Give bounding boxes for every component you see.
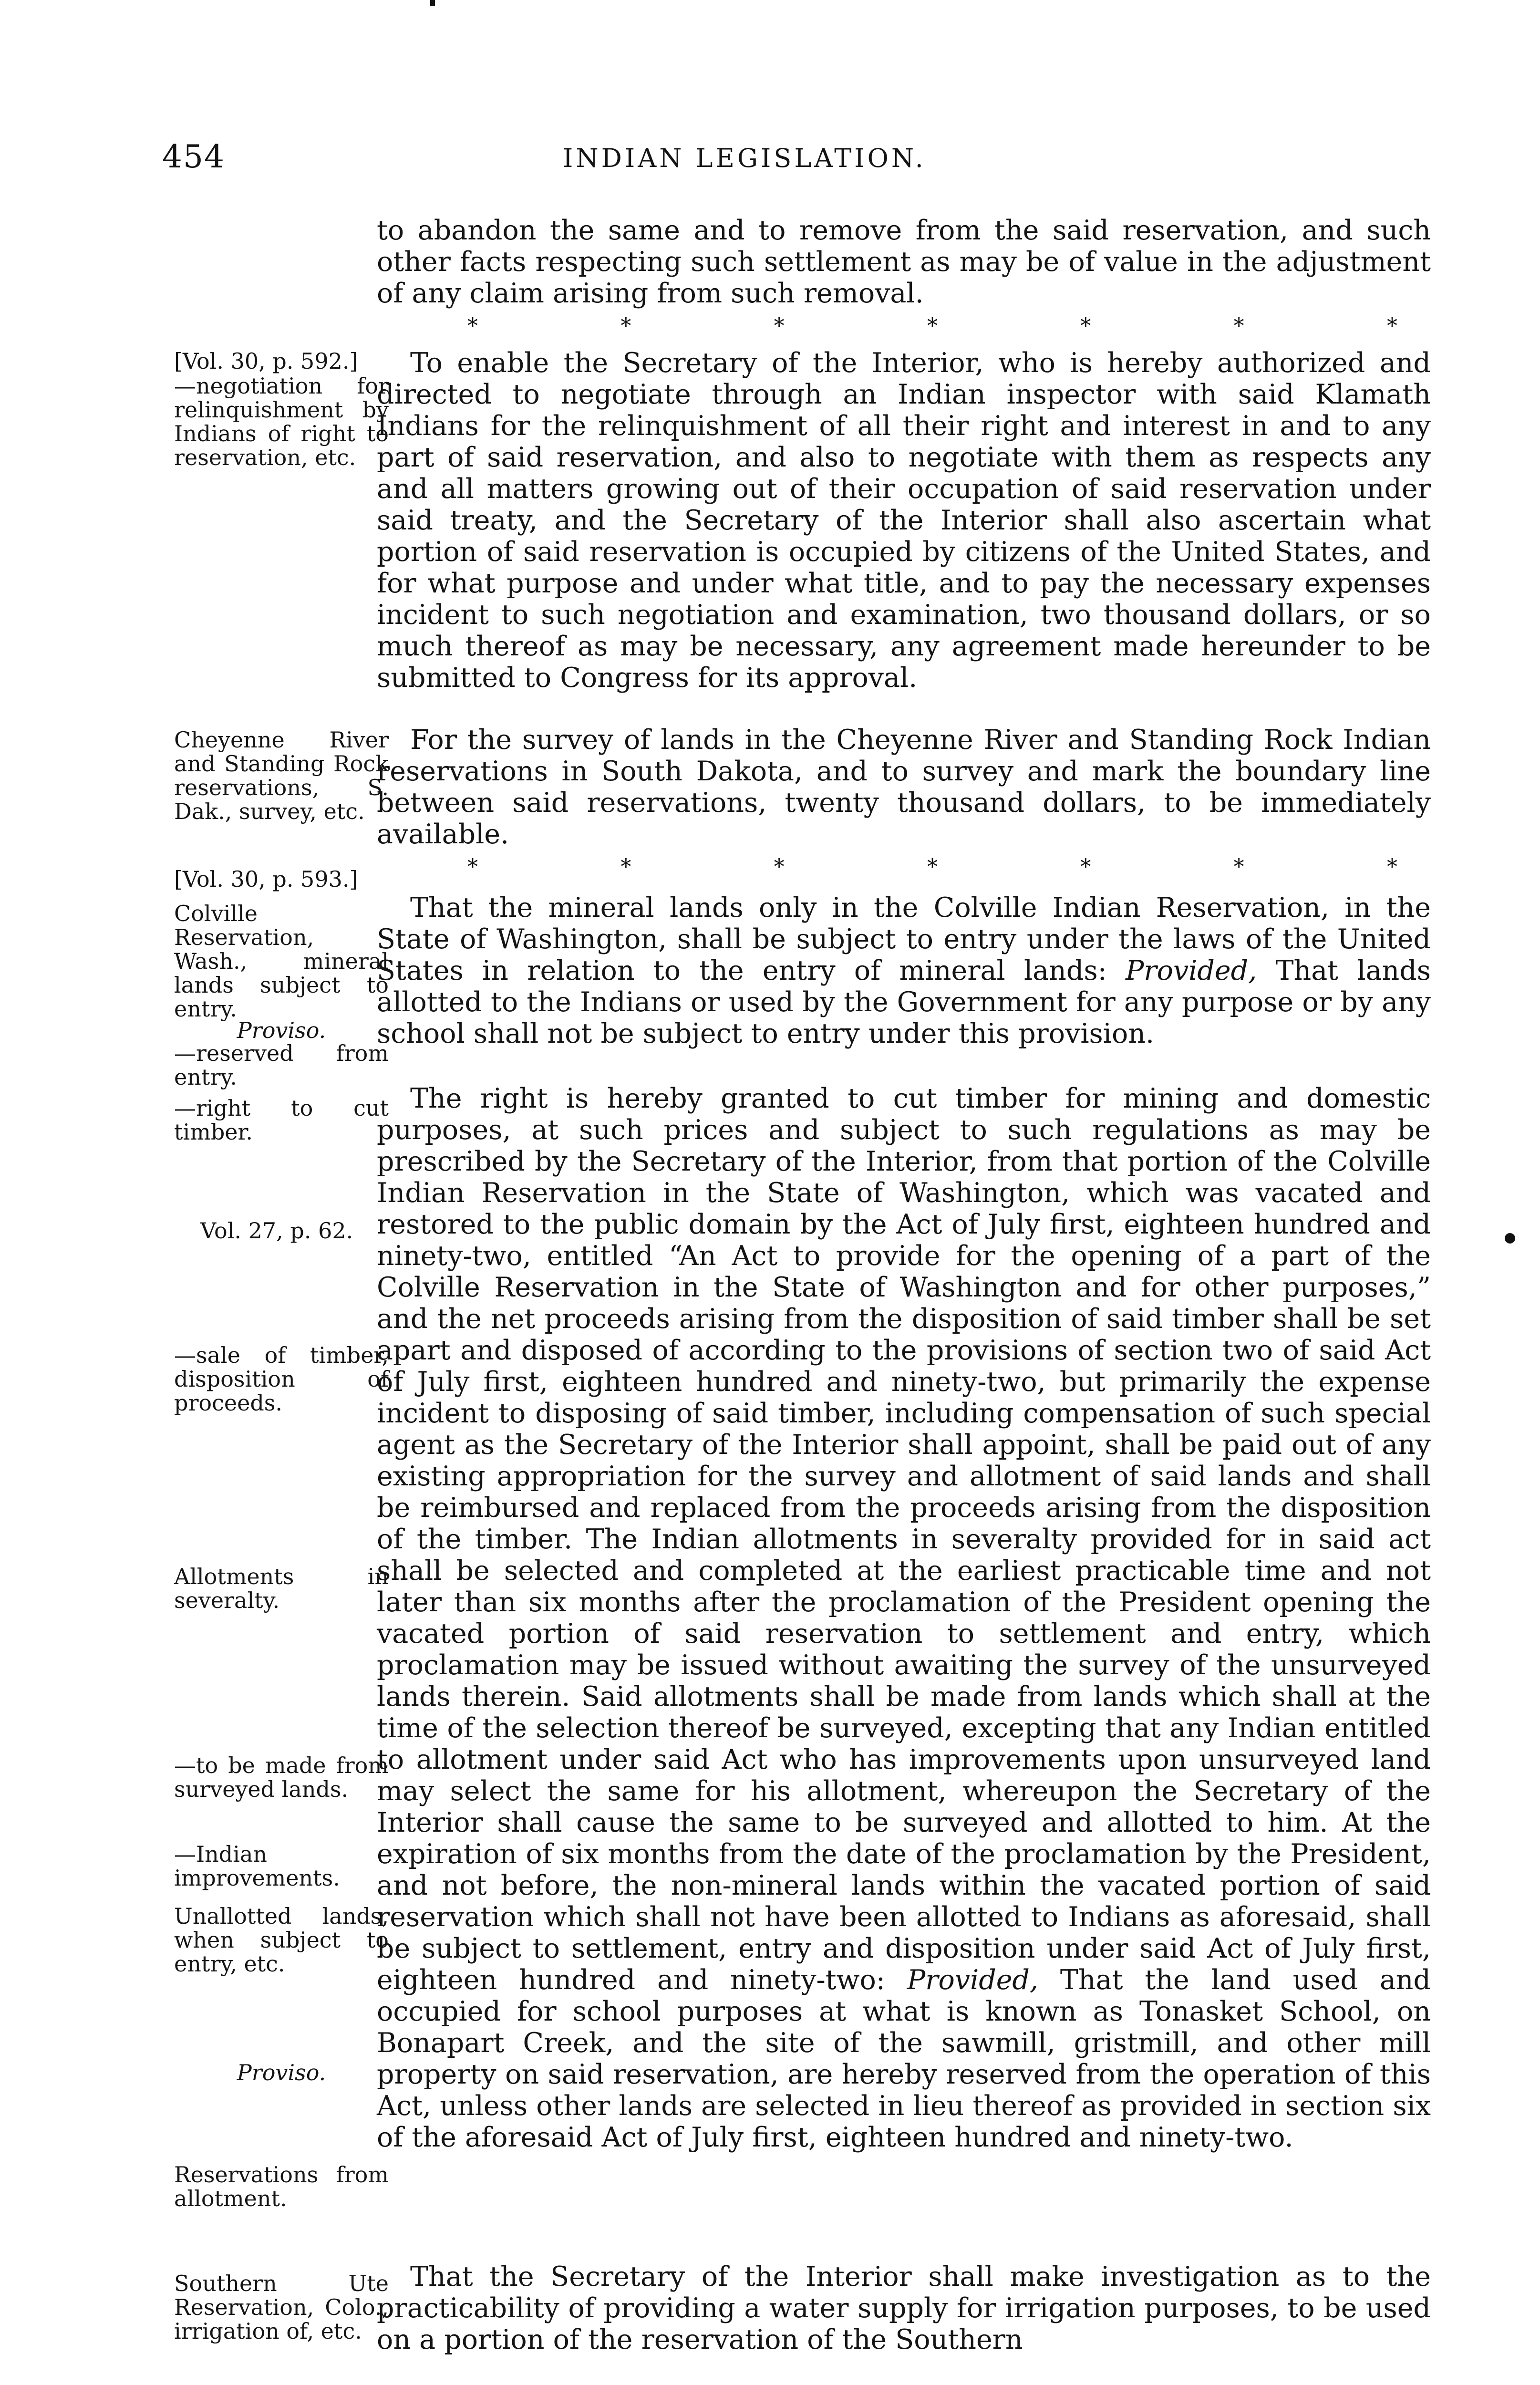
text-run: That the land used and occupied for school purposes at what is known as Tonasket School, on Bonapart Creek, and the site of the sawmill, gristmill, and other mill property on said reservation, are hereby reserved from the operation of this Act, unless other lands are selected in lieu thereof as provided in section six of the aforesaid Act of July first, eighteen hundred and ninety-two. [377,1964,1431,2153]
margin-note-vol30-593: [Vol. 30, p. 593.] [174,866,358,892]
margin-note-unallotted: Unallotted lands, when subject to entry, etc. [174,1903,389,1977]
star: * [774,314,785,338]
margin-note-colville: Colville Reservation, Wash., mineral lands subject to entry. [174,901,389,1022]
margin-note-sale: —sale of timber, disposition of proceeds. [174,1342,389,1416]
star: * [1080,855,1091,879]
paragraph-text [377,1083,1431,2153]
provided-italic: Provided, [907,1964,1039,1996]
paragraph-text: For the survey of lands in the Cheyenne River and Standing Rock Indian reservations in South Dakota, and to survey and mark the boundary line between said reservations, twenty thousand dollars, to be immediately available. [377,724,1431,850]
margin-note-reservations: Reservations from allotment. [174,2162,389,2211]
section-break-stars [467,855,1397,879]
margin-note-allotments: Allotments in severalty. [174,1564,389,1613]
margin-note-text: Proviso. [237,2060,326,2085]
paragraph-southern-ute [377,2261,1431,2355]
star: * [467,314,478,338]
paragraph-text: to abandon the same and to remove from the said reservation, and such other facts respecting such settlement as may be of value in the adjustment of any claim arising from such removal. [377,215,1431,309]
section-break-stars [467,314,1397,338]
star: * [1386,314,1397,338]
running-head: INDIAN LEGISLATION. [563,143,926,173]
text-run: The right is hereby granted to cut timber for mining and domestic purposes, at such prices and subject to such regulations as may be prescribed by the Secretary of the Interior, from that portion of the Colville Indian Reservation in the State of Washington, which was vacated and restored to the public domain by the Act of July first, eighteen hundred and ninety-two, entitled “An Act to provide for the opening of a part of the Colville Reservation in the State of Washington and for other purposes,” and the net proceeds arising from the disposition of said timber shall be set apart and disposed of according to the provisions of section two of said Act of July first, eighteen hundred and ninety-two, but primarily the expense incident to disposing of said timber, including compensation of such special agent as the Secretary of the Interior shall appoint, shall be paid out of any existing appropriation for the survey and allotment of said lands and shall be reimbursed and replaced from the proceeds arising from the disposition of the timber. The Indian allotments in severalty provided for in said act shall be selected and completed at the earliest practicable time and not later than six months after the proclamation of the President opening the vacated portion of said reservation to settlement and entry, which proclamation may be issued without awaiting the survey of the unsurveyed lands therein. Said allotments shall be made from lands which shall at the time of the selection thereof be surveyed, excepting that any Indian entitled to allotment under said Act who has improvements upon unsurveyed land may select the same for his allotment, whereupon the Secretary of the Interior shall cause the same to be surveyed and allotted to him. At the expiration of six months from the date of the proclamation by the President, and not before, the non-mineral lands within the vacated portion of said reservation which shall not have been allotted to Indians as aforesaid, shall be subject to settlement, entry and disposition under said Act of July first, eighteen hundred and ninety-two: [377,1083,1431,1996]
provided-italic: Provided, [1126,955,1257,986]
paragraph-klamath-negotiation [377,347,1431,694]
margin-note-surveyed: —to be made from surveyed lands. [174,1752,389,1802]
paragraph-colville-mineral-lands [377,892,1431,1049]
star: * [927,855,938,879]
margin-note-cheyenne: Cheyenne River and Standing Rock reservations, S. Dak., survey, etc. [174,727,389,824]
text-run: That lands allotted to the Indians or used by the Government for any purpose or by any school shall not be subject to entry under this provision. [377,955,1431,1049]
margin-note-vol30-592: [Vol. 30, p. 592.] [174,348,358,374]
paragraph-removal-claims [377,215,1431,309]
margin-note-timber: —right to cut timber. [174,1095,389,1145]
star: * [1233,855,1244,879]
paragraph-text: That the Secretary of the Interior shall make investigation as to the practicability of providing a water supply for irrigation purposes, to be used on a portion of the reservation of the Southern [377,2261,1431,2355]
paragraph-text: To enable the Secretary of the Interior, who is hereby authorized and directed to negotiate through an Indian inspector with said Klamath Indians for the relinquishment of all their right and interest in and to any part of said reservation, and also to negotiate with them as respects any and all matters growing out of their occupation of said reservation under said treaty, and the Secretary of the Interior shall also ascertain what portion of said reservation is occupied by citizens of the United States, and for what purpose and under what title, and to pay the necessary expenses incident to such negotiation and examination, two thousand dollars, or so much thereof as may be necessary, any agreement made hereunder to be submitted to Congress for its approval. [377,347,1431,694]
margin-note-text: Proviso. [237,1017,326,1043]
star: * [774,855,785,879]
star: * [620,314,631,338]
paragraph-cheyenne-survey [377,724,1431,850]
star: * [1233,314,1244,338]
margin-note-proviso-2 [174,2061,389,2084]
margin-note-southern-ute: Southern Ute Reservation, Colo., irrigation of, etc. [174,2271,389,2344]
star: * [1386,855,1397,879]
star: * [927,314,938,338]
margin-note-proviso [174,1018,389,1042]
star: * [467,855,478,879]
ink-dot [430,0,435,6]
paragraph-colville-timber [377,1083,1431,2153]
text-run: That the mineral lands only in the Colville Indian Reservation, in the State of Washington, shall be subject to entry under the laws of the United States in relation to the entry of mineral lands: [377,892,1431,986]
margin-note-improvements: —Indian improvements. [174,1841,340,1891]
star: * [620,855,631,879]
paragraph-text [377,892,1431,1049]
ink-dot [1505,1233,1515,1244]
page-header [0,138,1540,181]
page-number: 454 [162,138,225,175]
star: * [1080,314,1091,338]
margin-note-vol27: Vol. 27, p. 62. [200,1218,353,1244]
margin-note-reserved: —reserved from entry. [174,1040,389,1090]
margin-note-negotiation: —negotiation for relinquishment by Indians of right to reservation, etc. [174,373,389,470]
